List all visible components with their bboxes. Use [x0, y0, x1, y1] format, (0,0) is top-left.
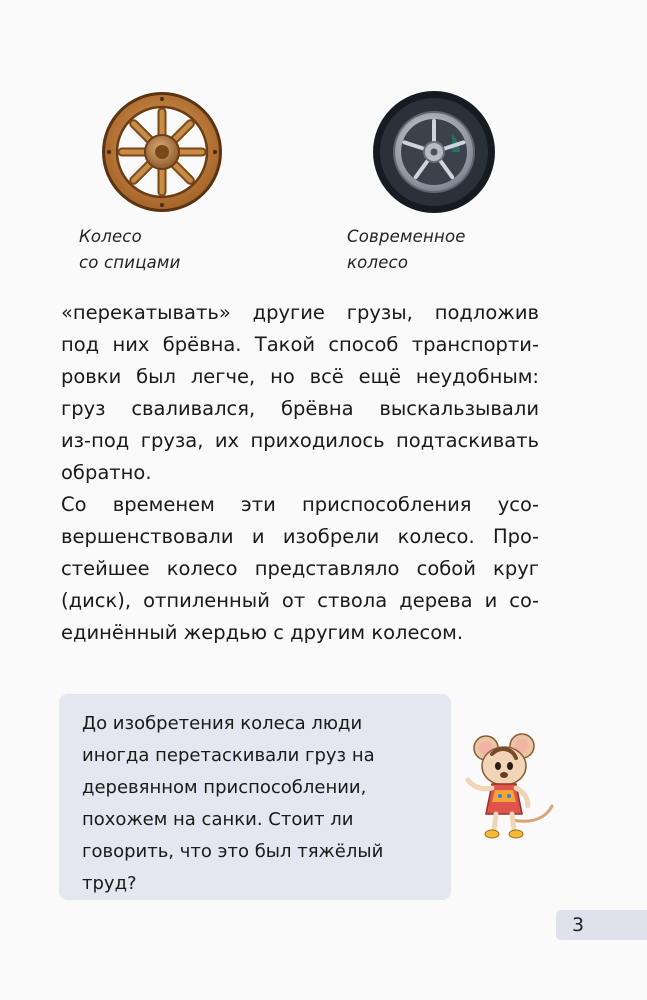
body-text — [61, 297, 539, 649]
caption-line: Колесо — [79, 227, 142, 246]
question-callout — [59, 694, 451, 900]
text-line: вершенствовали и изобрели колесо. Про- — [61, 525, 539, 548]
spoked-wheel-caption — [79, 224, 181, 276]
text-line: груз сваливался, брёвна выскальзывали — [61, 397, 539, 420]
text-line: обратно. — [61, 461, 152, 484]
text-line: единённый жердью с другим колесом. — [61, 621, 464, 644]
mouse-mascot-icon — [462, 732, 558, 844]
text-line: из-под груза, их приходилось подтаскивать — [61, 429, 539, 452]
callout-line: похожем на санки. Стоит ли — [82, 809, 354, 830]
mouse-mascot-image — [462, 732, 558, 848]
callout-text — [82, 708, 383, 900]
text-line: Со временем эти приспособления усо- — [61, 493, 539, 516]
callout-line: говорить, что это был тяжёлый — [82, 841, 384, 862]
caption-line: Современное — [347, 227, 466, 246]
text-line: ровки был легче, но всё ещё неудобным: — [61, 365, 539, 388]
modern-wheel-caption — [347, 224, 466, 276]
wooden-wheel-icon — [100, 90, 224, 214]
callout-line: труд? — [82, 873, 137, 894]
page-number: 3 — [572, 914, 585, 936]
caption-line: колесо — [347, 253, 409, 272]
text-line: (диск), отпиленный от ствола дерева и со- — [61, 589, 539, 612]
text-line: «перекатывать» другие грузы, подложив — [61, 301, 539, 324]
car-wheel-icon — [372, 90, 496, 214]
caption-line: со спицами — [79, 253, 181, 272]
callout-line: иногда перетаскивали груз на — [82, 745, 375, 766]
modern-wheel-image — [372, 90, 496, 218]
callout-line: деревянном приспособлении, — [82, 777, 367, 798]
spoked-wheel-image — [100, 90, 224, 218]
callout-line: До изобретения колеса люди — [82, 713, 363, 734]
page-number-tab — [556, 910, 647, 940]
text-line: стейшее колесо представляло собой круг — [61, 557, 539, 580]
text-line: под них брёвна. Такой способ транспорти- — [61, 333, 539, 356]
